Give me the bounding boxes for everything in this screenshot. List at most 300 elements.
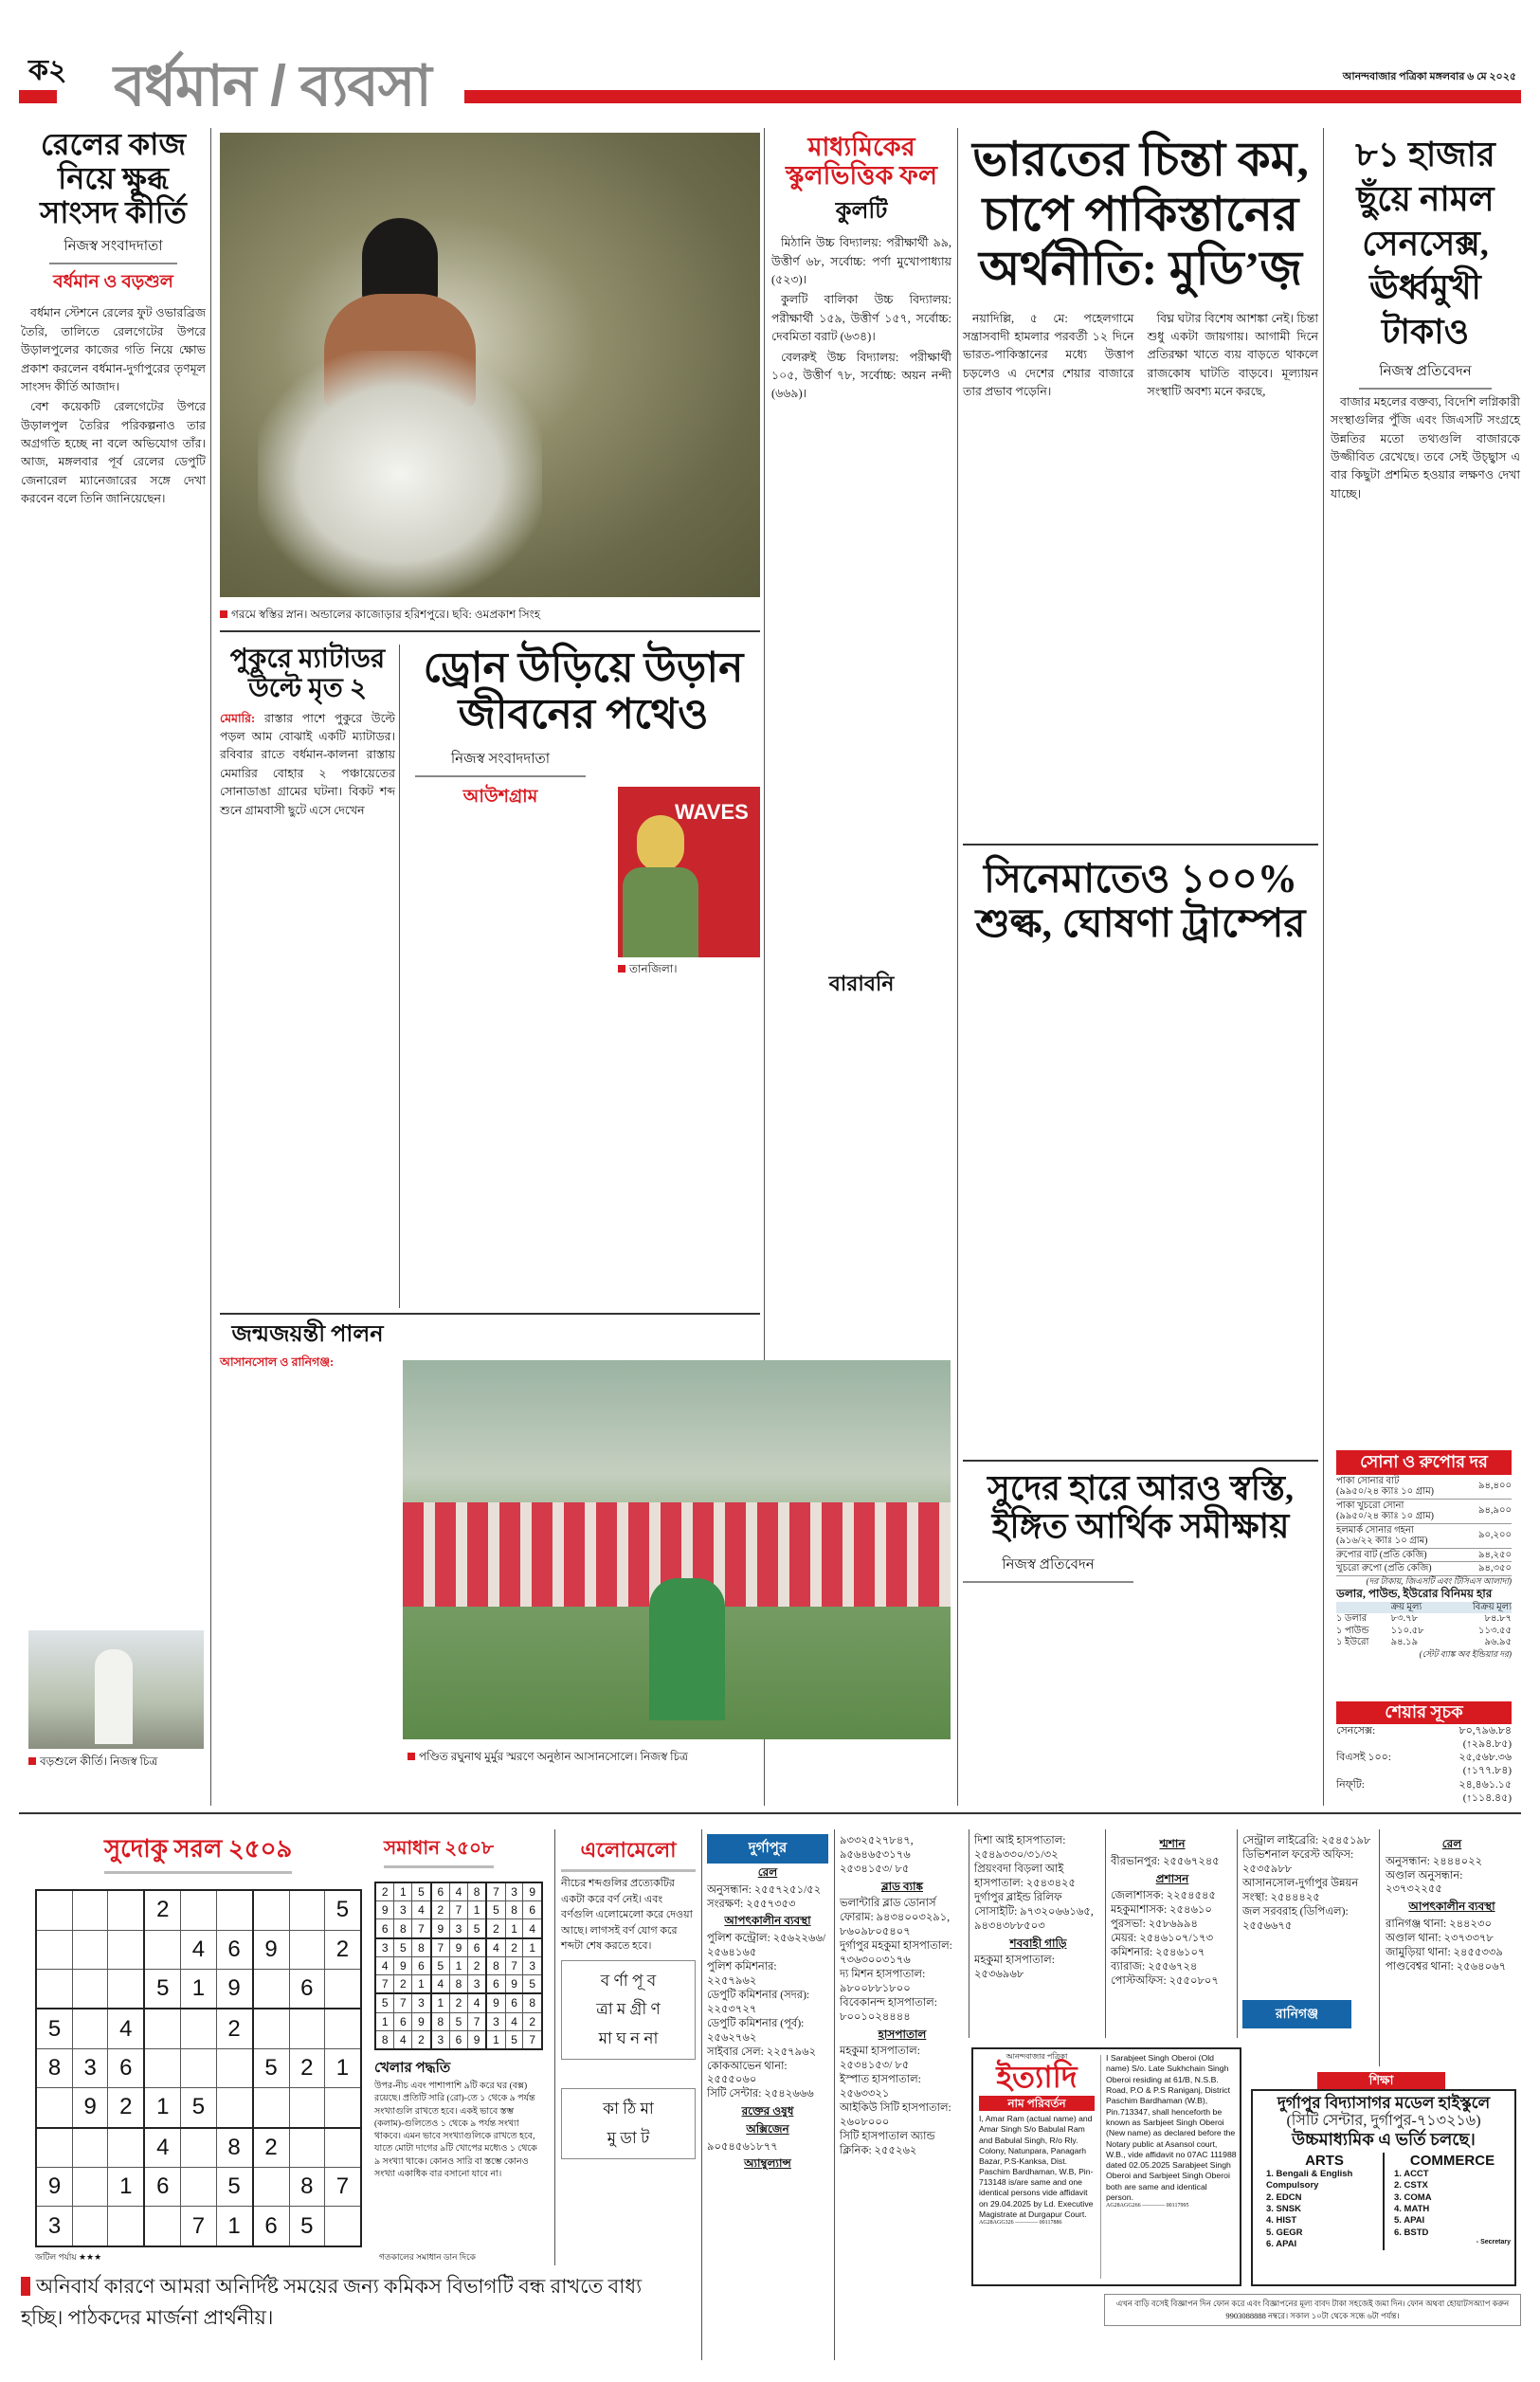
sudoku-cell [324, 2128, 361, 2168]
fx-row [1336, 1613, 1512, 1626]
rate-value: ৯৪,৩৫০ [1478, 1563, 1512, 1574]
commerce-subject: 6. BSTD [1394, 2227, 1429, 2238]
commerce-subject: 2. CSTX [1394, 2180, 1428, 2191]
helpline-entry: বীরভানপুর: ২৫৫৬৭২৪৫ [1111, 1855, 1220, 1867]
divider [1105, 1829, 1106, 2038]
solution-cell: 1 [450, 1956, 468, 1974]
solution-cell: 8 [505, 1901, 523, 1919]
sudoku-cell: 9 [73, 2088, 108, 2128]
sensex-story [1331, 133, 1520, 505]
helpline-section-heading: রেল [757, 1865, 778, 1879]
kirti-photo [28, 1630, 204, 1749]
helpline-entry: রানিগঞ্জ থানা: ২৪৪২৩০ [1386, 1918, 1492, 1930]
sudoku-cell [216, 1890, 253, 1930]
sudoku-cell: 2 [324, 1930, 361, 1969]
helpline-entry: পাণ্ডবেশ্বর থানা: ২৫৬৪০৬৭ [1386, 1960, 1507, 1973]
interest-story [963, 1469, 1318, 1583]
comics-notice-text: অনিবার্য কারণে আমরা অনির্দিষ্ট সময়ের জন্য কমিকস বিভাগটি বন্ধ রাখতে বাধ্য হচ্ছি। পাঠকদের মার্জনা প্রার্থনীয়। [21, 2275, 643, 2329]
drone-headline: ড্রোন উড়িয়ে উড়ান জীবনের পথেও [423, 645, 744, 738]
solution-cell: 1 [467, 1901, 486, 1919]
fx-cell: ৮৪.৮৭ [1484, 1613, 1512, 1625]
helpline-entry: ইস্পাত হাসপাতাল: ২৫৬৩৩২১ [840, 2074, 921, 2100]
solution-cell: 3 [505, 1882, 523, 1901]
solution-cell: 5 [450, 2012, 468, 2030]
helpline-entry: মহকুমা হাসপাতাল: ২৫৩৪১৫৩/ ৮৫ [840, 2046, 920, 2072]
sudoku-cell [253, 2088, 290, 2128]
helpline-entry: দ্য মিশন হাসপাতাল: ৯৮০০৮৮১৮০০ [840, 1969, 926, 1995]
solution-cell: 4 [450, 1882, 468, 1901]
solution-cell: 7 [431, 1938, 450, 1957]
commerce-subject: 1. ACCT [1394, 2168, 1429, 2179]
divider [1323, 128, 1324, 1806]
sudoku-cell [324, 2207, 361, 2246]
solution-cell: 7 [394, 1993, 412, 2012]
gold-rates [1336, 1450, 1512, 1660]
helpline-entry: ব্যারাজ: ২৫৫৬৭২৪ [1111, 1960, 1198, 1973]
sudoku-cell [144, 2207, 181, 2246]
sudoku-row [36, 1969, 361, 2009]
solution-row [375, 2030, 542, 2049]
rate-spec: (৯১৬/২২ ক্যাঃ ১০ গ্রাম) [1336, 1536, 1428, 1547]
helpline-column [1386, 1834, 1518, 1974]
ittadi-logo: ইত্যাদি [996, 2059, 1078, 2094]
sudoku-cell [73, 1969, 108, 2009]
index-change: (↑১১৪.৪৫) [1462, 1792, 1512, 1805]
helpline-entry: সংরক্ষণ: ২৫৫৭৩৫৩ [707, 1898, 796, 1910]
divider [220, 630, 760, 632]
sudoku-cell [36, 2088, 73, 2128]
sudoku-cell: 1 [216, 2207, 253, 2246]
divider [963, 1460, 1318, 1462]
helpline-entry: সাইবার সেল: ২২৫৭৯৬২ [707, 2046, 817, 2058]
helpline-section-heading: রক্তের ওষুধ [741, 2104, 794, 2118]
rail-body [21, 304, 206, 508]
sudoku-cell [108, 2207, 145, 2246]
share-row [1336, 1751, 1512, 1778]
share-row [1336, 1778, 1512, 1806]
solution-cell: 9 [467, 2030, 486, 2049]
drone-dateline: আউশগ্রাম [462, 786, 538, 807]
bath-photo [220, 133, 760, 597]
solution-cell: 8 [450, 1975, 468, 1994]
sudoku-cell [108, 2128, 145, 2168]
solution-cell: 6 [505, 1993, 523, 2012]
sudoku-cell: 5 [144, 1969, 181, 2009]
section-title: বর্ধমান / ব্যবসা [114, 54, 431, 118]
index-change: (↑২৯৪.৮৫) [1462, 1737, 1512, 1750]
solution-cell: 3 [450, 1919, 468, 1938]
sudoku-cell [181, 2048, 216, 2087]
ittadi-brand-top: আনন্দবাজার পত্রিকা [1006, 2052, 1068, 2061]
raniganj-label: রানিগঞ্জ [1242, 2000, 1351, 2028]
sudoku-cell: 1 [324, 2048, 361, 2087]
moodys-story [963, 133, 1318, 403]
helpline-entry: জামুড়িয়া থানা: ২৪৫৫৩৩৯ [1386, 1946, 1503, 1958]
solution-cell: 2 [505, 1938, 523, 1957]
sudoku-row [36, 2128, 361, 2168]
helpline-entry: ডেপুটি কমিশনার (পূর্ব): ২৫৬২৭৬২ [707, 2017, 805, 2044]
sudoku-cell [36, 2128, 73, 2168]
sudoku-cell: 4 [181, 1930, 216, 1969]
sudoku-cell: 5 [36, 2009, 73, 2048]
rate-value: ৯৪,৪০০ [1478, 1481, 1512, 1492]
share-row [1336, 1724, 1512, 1752]
helpline-section-heading: শববাহী গাড়ি [1009, 1936, 1067, 1950]
sudoku-title: সুদোকু সরল ২৫০৯ [104, 1829, 292, 1874]
helpline-entry: অণ্ডাল অনুসন্ধান: ২৩৭৩২২৫৫ [1386, 1869, 1463, 1896]
jumbled-word: ব র্ণা পূ ব [600, 1971, 657, 1990]
index-name: সেনসেক্স: [1336, 1724, 1376, 1736]
share-title: শেয়ার সূচক [1336, 1701, 1512, 1724]
cinema-headline: সিনেমাতেও ১০০% শুল্ক, ঘোষণা ট্রাম্পের [975, 858, 1306, 947]
sudoku-cell [73, 2009, 108, 2048]
rules-title: খেলার পদ্ধতি [374, 2061, 451, 2076]
fx-row [1336, 1637, 1512, 1649]
matador-dateline: মেমারি: [220, 711, 256, 725]
solution-cell: 5 [394, 1938, 412, 1957]
sudoku-cell [253, 1969, 290, 2009]
sudoku-cell: 5 [253, 2048, 290, 2087]
solution-cell: 1 [394, 1882, 412, 1901]
solution-cell: 9 [394, 1956, 412, 1974]
helpline-column [1111, 1834, 1234, 1989]
sudoku-cell [216, 2048, 253, 2087]
fx-table [1336, 1602, 1512, 1649]
sudoku-cell: 4 [144, 2128, 181, 2168]
helpline-entry: সিটি সেন্টার: ২৫৪২৬৬৬ [707, 2088, 814, 2100]
solution-cell: 4 [412, 1901, 431, 1919]
rate-name: পাকা খুচরো সোনা [1336, 1500, 1404, 1511]
solution-cell: 6 [467, 1938, 486, 1957]
sudoku-cell: 1 [108, 2168, 145, 2207]
header-red-bar [464, 90, 1521, 103]
moodys-headline: ভারতের চিন্তা কম, চাপে পাকিস্তানের অর্থনীতি: মুডি’জ় [972, 133, 1309, 295]
notice-text: I, Amar Ram (actual name) and Amar Singh S/o Babulal Ram and Babulal Singh, R/o Rly. Colony, Natunpara, Panagarh Bazar, P.S-Kanksa, Dist. Paschim Bardhaman, W.B, Pin-713148 is/are same and one identical persons vide affidavit on 29.04.2025 by Ld. Executive Magistrate at Durgapur Court. [979, 2114, 1094, 2219]
sudoku-cell: 5 [216, 2168, 253, 2207]
solution-cell: 4 [375, 1956, 394, 1974]
durgapur-label: দুর্গাপুর [707, 1834, 828, 1864]
rate-spec: (৯৯৫০/২৪ ক্যাঃ ১০ গ্রাম) [1336, 1486, 1434, 1498]
sudoku-row [36, 2207, 361, 2246]
sudoku-cell: 2 [253, 2128, 290, 2168]
gold-note: (দর টাকায়, জিএসটি এবং টিসিএস আলাদা) [1366, 1575, 1512, 1586]
solution-cell: 4 [431, 1975, 450, 1994]
matador-text: রাস্তার পাশে পুকুরে উল্টে পড়ল আম বোঝাই একটি ম্যাটাডর। রবিবার রাতে বর্ধমান-কালনা রাস্তায় মেমারির বোহার ২ পঞ্চায়েতের সোনাডাঙা গ্রামের ঘটনা। বিকট শব্দ শুনে গ্রামবাসী ছুটে এসে দেখেন [220, 711, 396, 817]
paragraph: বেশ কয়েকটি রেলগেটের উপরে উড়ালপুল তৈরির পরিকল্পনাও তার অগ্রগতি হচ্ছে না বলে অভিযোগ তাঁর। আজ, মঙ্গলবার পূর্ব রেলের ডেপুটি জেনারেল ম্যানেজারের সঙ্গে দেখা করবেন বলে তিনি জানিয়েছেন। [21, 400, 206, 506]
helpline-entry: কোকআভেন থানা: ২৫৫৫০৬০ [707, 2060, 788, 2086]
solution-cell: 2 [467, 1956, 486, 1974]
solution-grid [374, 1882, 543, 2050]
helpline-section-heading: শ্মশান [1159, 1837, 1186, 1850]
sudoku-cell [181, 2168, 216, 2207]
helpline-entry: পুলিশ কমিশনার: ২২৫৭৯৬২ [707, 1960, 777, 1987]
jumbled-word: মা ঘ ন না [598, 2028, 659, 2047]
solution-row [375, 2012, 542, 2030]
fx-row [1336, 1626, 1512, 1638]
solution-cell: 1 [431, 1993, 450, 2012]
solution-cell: 5 [486, 1901, 505, 1919]
solution-cell: 3 [412, 1993, 431, 2012]
sudoku-grid [35, 1889, 362, 2247]
sudoku-row [36, 1890, 361, 1930]
matador-story [220, 645, 395, 820]
arts-subject: 3. SNSK [1266, 2203, 1301, 2214]
commerce-title: COMMERCE [1409, 2152, 1495, 2169]
sudoku-cell: 2 [216, 2009, 253, 2048]
solution-cell: 7 [467, 2012, 486, 2030]
sudoku-cell: 2 [144, 1890, 181, 1930]
sudoku-cell: 6 [216, 1930, 253, 1969]
rail-headline: রেলের কাজ নিয়ে ক্ষুব্ধ সাংসদ কীর্তি [40, 127, 187, 229]
place-kulti: কুলটি [835, 199, 888, 225]
sudoku-cell [144, 2048, 181, 2087]
rate-value: ৯৪,২৫০ [1478, 1549, 1512, 1560]
solution-cell: 2 [394, 1975, 412, 1994]
elomelo [561, 1834, 696, 2159]
sudoku-cell [324, 1969, 361, 2009]
interest-headline: সুদের হারে আরও স্বস্তি, ইঙ্গিত আর্থিক সমীক্ষায় [987, 1469, 1294, 1546]
helpline-column [707, 1863, 828, 2174]
sudoku-cell: 4 [108, 2009, 145, 2048]
ittadi-classifieds [971, 2047, 1241, 2286]
tanzila-caption: তানজিলা। [618, 961, 678, 980]
notice-text: I Sarabjeet Singh Oberoi (Old name) S/o. Late Sukhchain Singh Oberoi residing at 61/B, N.S.B. Road, P.O & P.S Raniganj, District Paschim Bardhaman (W.B), Pin.713347, shall henceforth be known as Sarbjeet Singh Oberoi (New name) as declared before the Notary public at Asansol court, W.B., vide affidavit no 07AC 111988 dated 02.05.2025 Sarabjeet Singh Oberoi and Sarbjeet Singh Oberoi both are same and identical person. [1106, 2053, 1237, 2203]
fx-cell: ১ পাউন্ড [1336, 1625, 1369, 1636]
sudoku-cell: 9 [36, 2168, 73, 2207]
madhyamik-headline: মাধ্যমিকের স্কুলভিত্তিক ফল [786, 133, 937, 191]
madhyamik-results [771, 133, 951, 995]
sudoku-cell: 8 [216, 2128, 253, 2168]
sudoku-row [36, 2088, 361, 2128]
helpline-entry: সেন্ট্রাল লাইব্রেরি: ২৫৪৫১৯৮ [1242, 1835, 1371, 1846]
helpline-column [974, 1834, 1102, 1982]
solution-cell: 7 [523, 2030, 542, 2049]
results-list [771, 234, 951, 403]
school-address: (সিটি সেন্টার, দুর্গাপুর-৭১৩২১৬) [1286, 2112, 1481, 2129]
solution-cell: 1 [505, 1919, 523, 1938]
helpline-section-heading: আপৎকালীন ব্যবস্থা [1408, 1900, 1495, 1914]
jayanti-headline: জন্মজয়ন্তী পালন [231, 1322, 384, 1347]
sudoku-cell: 6 [289, 1969, 324, 2009]
sudoku-cell: 8 [289, 2168, 324, 2207]
solution-cell: 2 [486, 1919, 505, 1938]
waves-sign: WAVES [675, 800, 749, 824]
jayanti-story [220, 1322, 395, 1372]
shiksha-label: শিক্ষা [1317, 2072, 1445, 2089]
page-number: ক২ [28, 55, 67, 86]
solution-row [375, 1993, 542, 2012]
gold-rate-row [1336, 1500, 1512, 1524]
sudoku-cell [253, 1890, 290, 1930]
gold-title: সোনা ও রুপোর দর [1336, 1450, 1512, 1475]
ad-booking-promo: এখন বাড়ি বসেই বিজ্ঞাপন দিন ফোন করে এবং বিজ্ঞাপনের মূল্য বাবদ টাকা সহজেই জমা দিন। ফোন অথবা হোয়াটসঅ্যাপ করুন 9903088888 নম্বরে। সকাল ১০টা থেকে সন্ধে ৬টা পর্যন্ত। [1104, 2294, 1521, 2326]
fx-cell: ৮৩.৭৮ [1390, 1613, 1419, 1625]
sudoku-cell [144, 2009, 181, 2048]
rate-name: রুপোর বাট (প্রতি কেজি) [1336, 1549, 1427, 1560]
sudoku-cell [36, 1890, 73, 1930]
sudoku-cell: 6 [253, 2207, 290, 2246]
elomelo-instructions: নীচের শব্দগুলির প্রত্যেকটির একটা করে বর্ণ নেই। এবং বর্ণগুলি এলোমেলো করে দেওয়া আছে। লাগসই বর্ণ যোগ করে শব্দটা শেষ করতে হবে। [561, 1878, 693, 1952]
helpline-entry: মেয়র: ২৫৪৬১০৭/১৭৩ [1111, 1932, 1214, 1944]
commerce-subject: 5. APAI [1394, 2215, 1425, 2227]
solution-cell: 4 [505, 2012, 523, 2030]
sensex-headline: ৮১ হাজার ছুঁয়ে নামল সেনসেক্স, ঊর্ধ্বমুখী টাকাও [1355, 136, 1495, 352]
gold-rate-row [1336, 1475, 1512, 1500]
solution-cell: 4 [467, 1993, 486, 2012]
result-item: মিঠানি উচ্চ বিদ্যালয়: পরীক্ষার্থী ৯৯, উত্তীর্ণ ৬৮, সর্বোচ্চ: পর্ণা মুখোপাধ্যায় (৫২৩)। [771, 236, 951, 287]
solution-row [375, 1919, 542, 1938]
solution-cell: 3 [394, 1901, 412, 1919]
solution-cell: 9 [412, 2012, 431, 2030]
sudoku-cell [73, 1890, 108, 1930]
rate-value: ৯০,২০০ [1478, 1530, 1512, 1541]
solution-cell: 2 [450, 1993, 468, 2012]
rate-label [1336, 1476, 1434, 1498]
solution-cell: 8 [394, 1919, 412, 1938]
sudoku-cell [289, 2009, 324, 2048]
helpline-section-heading: অক্সিজেন [746, 2121, 789, 2136]
solution-cell: 5 [523, 1975, 542, 1994]
comics-notice [21, 2271, 675, 2333]
paragraph: বর্ধমান স্টেশনে রেলের ফুট ওভারব্রিজ তৈরি, তালিতে রেলগেটের উপরে উড়ালপুলের কাজের গতি নিয়ে ক্ষোভ প্রকাশ করলেন বর্ধমান-দুর্গাপুরের তৃণমূল সাংসদ কীর্তি আজাদ। [21, 306, 206, 393]
solution-footer: গতকালের সমাধান ডান দিকে [379, 2252, 476, 2262]
helpline-entry: ৯৩৩২৫২৭৮৪৭, ৯৫৬৪৬৫৩১৭৬ [840, 1835, 914, 1861]
moodys-body [963, 310, 1318, 404]
paragraph: নয়াদিল্লি, ৫ মে: পহেলগামে সন্ত্রাসবাদী হামলার পরবর্তী ১২ দিনে ভারত-পাকিস্তানের মধ্যে উত্তাপ চড়লেও এ দেশের শেয়ার বাজারে তার প্রভাব পড়েনি। [963, 311, 1134, 398]
result-item: কুলটি বালিকা উচ্চ বিদ্যালয়: পরীক্ষার্থী ১৫৯, উত্তীর্ণ ১৫৭, সর্বোচ্চ: দেবমিতা বরাট (৬৩৪)। [771, 293, 951, 344]
admission-text: উচ্চমাধ্যমিক এ ভর্তি চলছে। [1292, 2129, 1476, 2149]
helpline-entry: ভলান্টারি ব্লাড ডোনার্স ফোরাম: ৯৪৩৪০০৩২৯১, ৮৬০৯৮০৫৪০৭ [840, 1898, 951, 1938]
helpline-entry: দুর্গাপুর মহকুমা হাসপাতাল: ৭৩৬৩০০৩১৭৬ [840, 1940, 952, 1967]
fx-cell: ১১০.৫৮ [1390, 1625, 1424, 1636]
matador-headline: পুকুরে ম্যাটাডর উল্টে মৃত ২ [229, 645, 386, 704]
school-name: দুর্গাপুর বিদ্যাসাগর মডেল হাইস্কুলে [1277, 2094, 1491, 2112]
solution-row [375, 1956, 542, 1974]
solution-row [375, 1938, 542, 1957]
sudoku-cell [324, 2009, 361, 2048]
sudoku-cell [181, 2128, 216, 2168]
fx-cell: ১১৩.৫৫ [1478, 1625, 1512, 1636]
solution-cell: 2 [431, 1901, 450, 1919]
sudoku-cell [289, 2088, 324, 2128]
sudoku-cell: 6 [108, 2048, 145, 2087]
arts-subject: 1. Bengali & English Compulsory [1266, 2168, 1353, 2191]
commerce-subject: 4. MATH [1394, 2203, 1430, 2214]
rail-byline: নিজস্ব সংবাদদাতা [49, 235, 177, 264]
sensex-body [1331, 393, 1520, 503]
paragraph: বাজার মহলের বক্তব্য, বিদেশি লগ্নিকারী সংস্থাগুলির পুঁজি এবং জিএসটি সংগ্রহে উন্নতির মতো তথ্যগুলি বাজারকে উজ্জীবিত রেখেছে। তবে সেই উচ্ছ্বাস এ বার কিছুটা প্রশমিত হওয়ার লক্ষণও দেখা যাচ্ছে। [1331, 394, 1520, 500]
solution-cell: 5 [467, 1919, 486, 1938]
sudoku-cell: 8 [36, 2048, 73, 2087]
helpline-section-heading: রেল [1441, 1837, 1462, 1850]
solution-cell: 8 [486, 1956, 505, 1974]
rate-value: ৯৪,৯০০ [1478, 1505, 1512, 1517]
divider [210, 128, 211, 1806]
divider [554, 1829, 555, 2265]
solution-cell: 2 [412, 2030, 431, 2049]
secretary-sign: - Secretary [1476, 2238, 1511, 2246]
sudoku-cell [73, 2128, 108, 2168]
interest-byline: নিজস্ব প্রতিবেদন [963, 1554, 1133, 1583]
elomelo-title: এলোমেলো [561, 1834, 696, 1872]
sudoku-cell [289, 1930, 324, 1969]
sudoku-row [36, 2168, 361, 2207]
helpline-entry: ডেপুটি কমিশনার (সদর): ২২৫৩৭২৭ [707, 1989, 810, 2015]
fx-cell: ৯৬.৯৫ [1484, 1637, 1512, 1648]
rail-dateline: বর্ধমান ও বড়শুল [53, 272, 173, 293]
bath-photo-caption: গরমে স্বস্তির স্নান। অন্ডালের কাজোড়ার হরিশপুরে। ছবি: ওমপ্রকাশ সিংহ [220, 607, 540, 626]
solution-cell: 5 [375, 1993, 394, 2012]
arts-subject: 5. GEGR [1266, 2227, 1303, 2238]
solution-cell: 8 [523, 1993, 542, 2012]
header-red-bar-left [19, 90, 57, 103]
index-value: ২৪,৪৬১.১৫ [1458, 1778, 1512, 1791]
arts-title: ARTS [1305, 2152, 1344, 2169]
paragraph: বিঘ্ন ঘটার বিশেষ আশঙ্কা নেই। চিন্তা শুধু একটা জায়গায়। আগামী দিনে প্রতিরক্ষা খাতে ব্যয় বাড়তে থাকলে রাজকোষ ঘাটতি বাড়বে। মূল্যায়ন সংস্থাটি অবশ্য মনে করছে, [1147, 311, 1318, 398]
solution-cell: 4 [523, 1919, 542, 1938]
rate-label [1336, 1550, 1427, 1561]
index-name: বিএসই ১০০: [1336, 1752, 1391, 1764]
helpline-section-heading: ব্লাড ব্যাঙ্ক [880, 1879, 924, 1893]
jumbled-word: কা ঠি মা [603, 2100, 654, 2118]
solution-cell: 2 [523, 2012, 542, 2030]
sudoku-cell: 7 [181, 2207, 216, 2246]
sudoku-cell [73, 1930, 108, 1969]
place-barabani: বারাবনি [828, 971, 895, 995]
helpline-entry: অনুসন্ধান: ২৫৫৭২৫১/৫২ [707, 1883, 822, 1896]
helpline-entry: দিশা আই হাসপাতাল: ২৫৪৯৩৩০/৩১/৩২ [974, 1835, 1066, 1861]
helpline-entry: ডিভিশনাল ফরেস্ট অফিস: ২৫৩৫৯৮৮ [1242, 1848, 1354, 1875]
solution-cell: 4 [486, 1938, 505, 1957]
solution-cell: 1 [486, 2030, 505, 2049]
rate-label [1336, 1563, 1432, 1574]
sudoku-cell [216, 2088, 253, 2128]
fx-title: ডলার, পাউন্ড, ইউরোর বিনিময় হার [1336, 1587, 1493, 1601]
solution-cell: 6 [450, 2030, 468, 2049]
fx-head: ক্রয় মূল্য [1390, 1601, 1422, 1612]
divider [220, 1313, 760, 1315]
helpline-entry: মহকুমাশাসক: ২৫৪৬১০ [1111, 1904, 1212, 1917]
sudoku-cell [289, 1890, 324, 1930]
dance-photo [403, 1360, 951, 1739]
kirti-photo-caption: বড়শুলে কীর্তি। নিজস্ব চিত্র [28, 1754, 157, 1773]
helpline-entry: সিটি হাসপাতাল অ্যান্ড ক্লিনিক: ২৫৫২৬২ [840, 2131, 935, 2156]
notice-code: AG28AGG326 ———— 00117886 [979, 2219, 1062, 2226]
solution-cell: 6 [394, 2012, 412, 2030]
solution-row [375, 1882, 542, 1901]
index-value: ২৫,৫৬৮.৩৬ [1458, 1752, 1512, 1764]
solution-cell: 6 [486, 1975, 505, 1994]
commerce-subject: 3. COMA [1394, 2191, 1432, 2203]
helpline-entry: পুলিশ কন্ট্রোল: ২৫৬২২৬৬/ ২৫৬৪১৬৫ [707, 1933, 826, 1958]
helpline-entry: দুর্গাপুর ব্লাইন্ড রিলিফ সোসাইটি: ৯৭৩২০৬৬১৬৫, ৯৪৩৪৩৮৮৫০৩ [974, 1891, 1094, 1932]
rate-label [1336, 1500, 1434, 1522]
solution-cell: 5 [431, 1956, 450, 1974]
sudoku-cell [289, 2128, 324, 2168]
solution-cell: 5 [412, 1882, 431, 1901]
solution-cell: 3 [431, 2030, 450, 2049]
index-value: ৮০,৭৯৬.৮৪ [1458, 1724, 1512, 1736]
solution-cell: 8 [431, 2012, 450, 2030]
helpline-entry: আইকিউ সিটি হাসপাতাল: ২৬০৮০০০ [840, 2102, 951, 2129]
sudoku-difficulty: জটিল পর্যায় ★★★ [35, 2252, 102, 2262]
solution-cell: 9 [523, 1882, 542, 1901]
solution-cell: 3 [523, 1956, 542, 1974]
helpline-entry: পোস্টঅফিস: ২৫৫০৮০৭ [1111, 1974, 1219, 1987]
masthead-date: আনন্দবাজার পত্রিকা মঙ্গলবার ৬ মে ২০২৫ [1342, 71, 1516, 82]
rate-spec: (৯৯৫০/২৪ ক্যাঃ ১০ গ্রাম) [1336, 1511, 1434, 1522]
solution-cell: 7 [412, 1919, 431, 1938]
